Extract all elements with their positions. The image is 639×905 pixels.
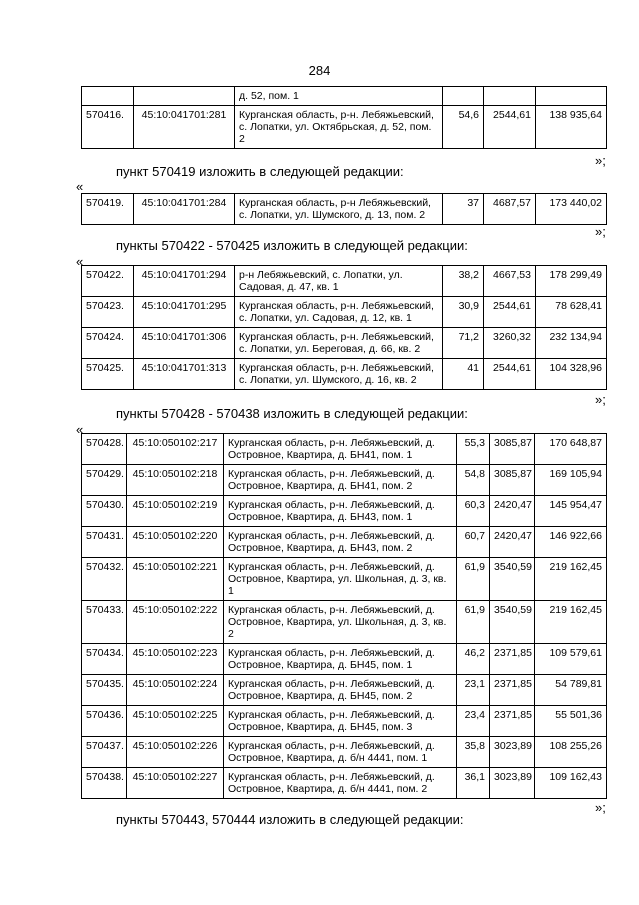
table-row — [82, 359, 607, 390]
total-cell: 54 789,81 — [535, 675, 607, 706]
address-cell: Курганская область, р-н. Лебяжьевский, д. Островное, Квартира, д. БН45, пом. 2 — [224, 675, 457, 706]
price-cell: 2371,85 — [490, 644, 535, 675]
total-cell: 169 105,94 — [535, 465, 607, 496]
area-cell: 46,2 — [457, 644, 490, 675]
table-row — [82, 496, 607, 527]
opening-quote: « — [76, 254, 84, 269]
table-row — [82, 706, 607, 737]
address-cell: Курганская область, р-н. Лебяжьевский, д. Островное, Квартира, д. БН43, пом. 1 — [224, 496, 457, 527]
registry-table-2 — [81, 193, 607, 225]
total-cell: 78 628,41 — [536, 297, 607, 328]
price-cell: 3540,59 — [490, 558, 535, 601]
table-row — [82, 737, 607, 768]
total-cell: 219 162,45 — [535, 601, 607, 644]
area-cell: 60,3 — [457, 496, 490, 527]
cadastral-number-cell: 45:10:050102:220 — [127, 527, 224, 558]
item-number-cell: 570436. — [82, 706, 127, 737]
closing-quote: »; — [595, 224, 606, 239]
area-cell: 38,2 — [443, 266, 484, 297]
paragraph-570419: пункт 570419 изложить в следующей редакции: — [116, 164, 404, 179]
table-row — [82, 297, 607, 328]
address-cell: Курганская область, р-н. Лебяжьевский, с. Лопатки, ул. Береговая, д. 66, кв. 2 — [235, 328, 443, 359]
address-cell: Курганская область, р-н. Лебяжьевский, д. Островное, Квартира, д. БН45, пом. 1 — [224, 644, 457, 675]
paragraph-570422-570425: пункты 570422 - 570425 изложить в следующей редакции: — [116, 238, 468, 253]
paragraph-570443-570444: пункты 570443, 570444 изложить в следующей редакции: — [116, 812, 464, 827]
cadastral-number-cell: 45:10:041701:295 — [134, 297, 235, 328]
cadastral-number-cell: 45:10:050102:221 — [127, 558, 224, 601]
item-number-cell: 570429. — [82, 465, 127, 496]
registry-table-4 — [81, 433, 607, 799]
item-number-cell: 570425. — [82, 359, 134, 390]
table-row — [82, 328, 607, 359]
item-number-cell: 570433. — [82, 601, 127, 644]
closing-quote: »; — [595, 153, 606, 168]
address-cell: д. 52, пом. 1 — [235, 87, 443, 106]
cadastral-number-cell: 45:10:041701:313 — [134, 359, 235, 390]
total-cell: 104 328,96 — [536, 359, 607, 390]
total-cell: 232 134,94 — [536, 328, 607, 359]
item-number-cell: 570434. — [82, 644, 127, 675]
table-row — [82, 87, 607, 106]
item-number-cell: 570422. — [82, 266, 134, 297]
item-number-cell: 570438. — [82, 768, 127, 799]
registry-table-1 — [81, 86, 607, 149]
item-number-cell: 570437. — [82, 737, 127, 768]
item-number-cell: 570432. — [82, 558, 127, 601]
area-cell: 30,9 — [443, 297, 484, 328]
item-number-cell: 570419. — [82, 194, 134, 225]
total-cell: 170 648,87 — [535, 434, 607, 465]
item-number-cell: 570435. — [82, 675, 127, 706]
total-cell: 173 440,02 — [536, 194, 607, 225]
table-row — [82, 601, 607, 644]
address-cell: р-н Лебяжьевский, с. Лопатки, ул. Садовая, д. 47, кв. 1 — [235, 266, 443, 297]
area-cell: 35,8 — [457, 737, 490, 768]
table-row — [82, 465, 607, 496]
cadastral-number-cell: 45:10:050102:224 — [127, 675, 224, 706]
item-number-cell: 570431. — [82, 527, 127, 558]
area-cell: 41 — [443, 359, 484, 390]
cadastral-number-cell — [134, 87, 235, 106]
area-cell: 54,8 — [457, 465, 490, 496]
table-row — [82, 106, 607, 149]
price-cell: 4667,53 — [484, 266, 536, 297]
cadastral-number-cell: 45:10:041701:284 — [134, 194, 235, 225]
area-cell: 36,1 — [457, 768, 490, 799]
item-number-cell: 570416. — [82, 106, 134, 149]
item-number-cell: 570430. — [82, 496, 127, 527]
address-cell: Курганская область, р-н. Лебяжьевский, д. Островное, Квартира, ул. Школьная, д. 3, кв. 2 — [224, 601, 457, 644]
cadastral-number-cell: 45:10:050102:222 — [127, 601, 224, 644]
table-row — [82, 266, 607, 297]
price-cell: 3540,59 — [490, 601, 535, 644]
total-cell: 146 922,66 — [535, 527, 607, 558]
area-cell: 23,4 — [457, 706, 490, 737]
address-cell: Курганская область, р-н. Лебяжьевский, д. Островное, Квартира, д. б/н 4441, пом. 1 — [224, 737, 457, 768]
cadastral-number-cell: 45:10:050102:226 — [127, 737, 224, 768]
address-cell: Курганская область, р-н. Лебяжьевский, д. Островное, Квартира, д. БН43, пом. 2 — [224, 527, 457, 558]
cadastral-number-cell: 45:10:041701:281 — [134, 106, 235, 149]
address-cell: Курганская область, р-н. Лебяжьевский, д. Островное, Квартира, ул. Школьная, д. 3, кв. 1 — [224, 558, 457, 601]
table-row — [82, 434, 607, 465]
price-cell: 4687,57 — [484, 194, 536, 225]
total-cell: 108 255,26 — [535, 737, 607, 768]
area-cell: 61,9 — [457, 601, 490, 644]
address-cell: Курганская область, р-н. Лебяжьевский, д. Островное, Квартира, д. БН45, пом. 3 — [224, 706, 457, 737]
table-row — [82, 768, 607, 799]
cadastral-number-cell: 45:10:050102:219 — [127, 496, 224, 527]
total-cell: 109 162,43 — [535, 768, 607, 799]
cadastral-number-cell: 45:10:041701:294 — [134, 266, 235, 297]
total-cell: 219 162,45 — [535, 558, 607, 601]
opening-quote: « — [76, 422, 84, 437]
cadastral-number-cell: 45:10:050102:217 — [127, 434, 224, 465]
cadastral-number-cell: 45:10:041701:306 — [134, 328, 235, 359]
address-cell: Курганская область, р-н. Лебяжьевский, д. Островное, Квартира, д. б/н 4441, пом. 2 — [224, 768, 457, 799]
page-number: 284 — [308, 63, 331, 78]
price-cell: 2420,47 — [490, 496, 535, 527]
price-cell: 2371,85 — [490, 675, 535, 706]
total-cell: 55 501,36 — [535, 706, 607, 737]
price-cell: 3023,89 — [490, 768, 535, 799]
table-row — [82, 558, 607, 601]
area-cell: 55,3 — [457, 434, 490, 465]
area-cell: 60,7 — [457, 527, 490, 558]
address-cell: Курганская область, р-н Лебяжьевский, с. Лопатки, ул. Шумского, д. 13, пом. 2 — [235, 194, 443, 225]
price-cell: 3085,87 — [490, 465, 535, 496]
area-cell: 61,9 — [457, 558, 490, 601]
item-number-cell: 570428. — [82, 434, 127, 465]
table-row — [82, 194, 607, 225]
cadastral-number-cell: 45:10:050102:227 — [127, 768, 224, 799]
item-number-cell — [82, 87, 134, 106]
paragraph-570428-570438: пункты 570428 - 570438 изложить в следующей редакции: — [116, 406, 468, 421]
price-cell: 2544,61 — [484, 106, 536, 149]
total-cell: 138 935,64 — [536, 106, 607, 149]
total-cell: 178 299,49 — [536, 266, 607, 297]
price-cell: 2420,47 — [490, 527, 535, 558]
address-cell: Курганская область, р-н. Лебяжьевский, с. Лопатки, ул. Октябрьская, д. 52, пом. 2 — [235, 106, 443, 149]
table-row — [82, 675, 607, 706]
item-number-cell: 570424. — [82, 328, 134, 359]
registry-table-3 — [81, 265, 607, 390]
price-cell: 3023,89 — [490, 737, 535, 768]
address-cell: Курганская область, р-н. Лебяжьевский, с. Лопатки, ул. Шумского, д. 16, кв. 2 — [235, 359, 443, 390]
address-cell: Курганская область, р-н. Лебяжьевский, д. Островное, Квартира, д. БН41, пом. 1 — [224, 434, 457, 465]
price-cell — [484, 87, 536, 106]
price-cell: 2544,61 — [484, 297, 536, 328]
price-cell: 2544,61 — [484, 359, 536, 390]
total-cell: 109 579,61 — [535, 644, 607, 675]
closing-quote: »; — [595, 800, 606, 815]
area-cell: 23,1 — [457, 675, 490, 706]
cadastral-number-cell: 45:10:050102:223 — [127, 644, 224, 675]
address-cell: Курганская область, р-н. Лебяжьевский, д. Островное, Квартира, д. БН41, пом. 2 — [224, 465, 457, 496]
item-number-cell: 570423. — [82, 297, 134, 328]
cadastral-number-cell: 45:10:050102:218 — [127, 465, 224, 496]
area-cell: 54,6 — [443, 106, 484, 149]
area-cell: 71,2 — [443, 328, 484, 359]
area-cell: 37 — [443, 194, 484, 225]
price-cell: 2371,85 — [490, 706, 535, 737]
total-cell: 145 954,47 — [535, 496, 607, 527]
table-row — [82, 527, 607, 558]
cadastral-number-cell: 45:10:050102:225 — [127, 706, 224, 737]
closing-quote: »; — [595, 392, 606, 407]
table-row — [82, 644, 607, 675]
opening-quote: « — [76, 179, 84, 194]
area-cell — [443, 87, 484, 106]
price-cell: 3085,87 — [490, 434, 535, 465]
price-cell: 3260,32 — [484, 328, 536, 359]
address-cell: Курганская область, р-н. Лебяжьевский, с. Лопатки, ул. Садовая, д. 12, кв. 1 — [235, 297, 443, 328]
total-cell — [536, 87, 607, 106]
